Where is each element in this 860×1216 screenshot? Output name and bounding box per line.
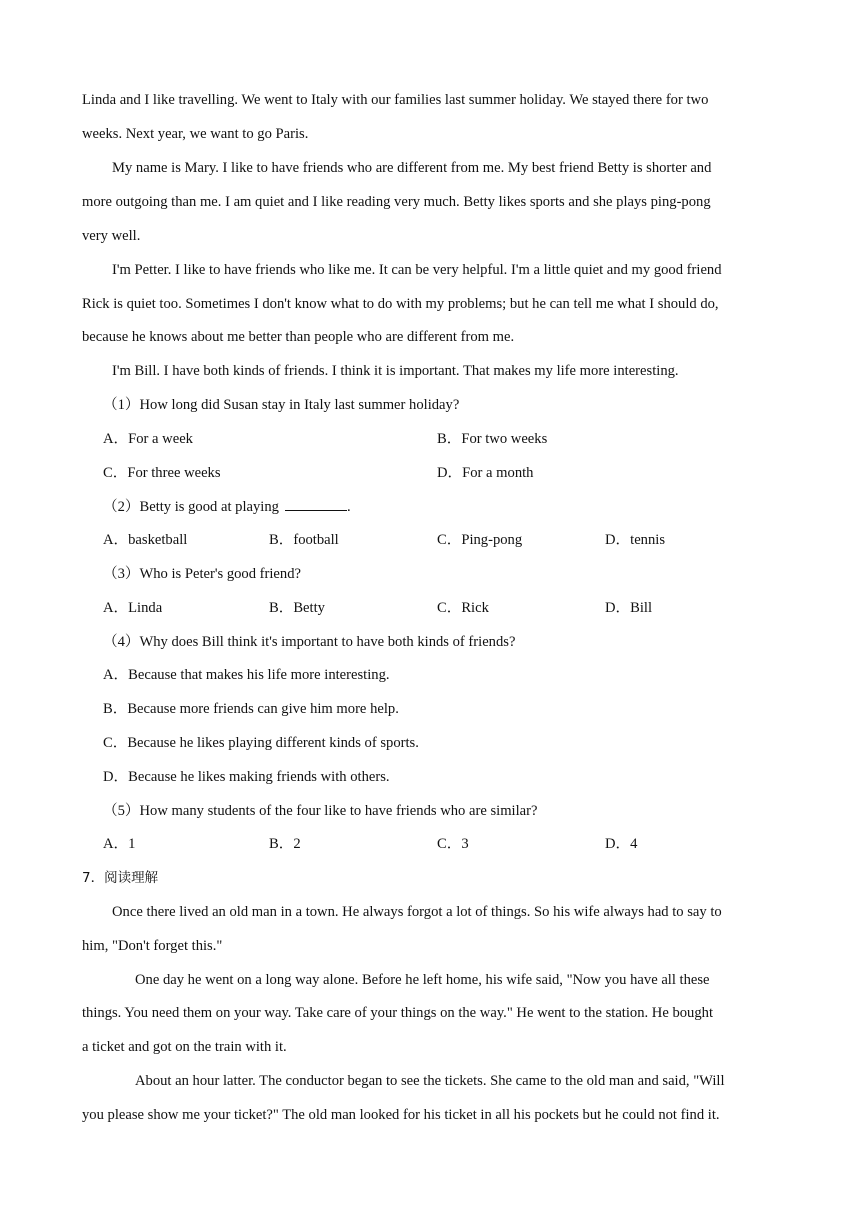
passage-line: I'm Petter. I like to have friends who like me. It can be very helpful. I'm a little quiet and my good friend — [112, 262, 722, 278]
passage-line: One day he went on a long way alone. Before he left home, his wife said, "Now you have all these — [135, 972, 710, 988]
answer-option: C．Ping-pong — [437, 532, 523, 548]
passage-line: more outgoing than me. I am quiet and I like reading very much. Betty likes sports and she plays ping-pong — [82, 194, 711, 210]
passage-line: weeks. Next year, we want to go Paris. — [82, 126, 309, 142]
answer-option: B．2 — [269, 836, 301, 852]
answer-option: A．For a week — [103, 431, 193, 447]
answer-option: A．basketball — [103, 532, 188, 548]
answer-option: D．Because he likes making friends with others. — [103, 769, 390, 785]
answer-option: B．football — [269, 532, 339, 548]
answer-option: D．Bill — [605, 600, 653, 616]
question-prompt: （4）Why does Bill think it's important to have both kinds of friends? — [103, 634, 516, 650]
passage-line: My name is Mary. I like to have friends who are different from me. My best friend Betty is shorter and — [112, 160, 712, 176]
answer-option: A．1 — [103, 836, 136, 852]
answer-option: C．Because he likes playing different kinds of sports. — [103, 735, 419, 751]
question-prompt: （1）How long did Susan stay in Italy last summer holiday? — [103, 397, 460, 413]
passage-line: because he knows about me better than people who are different from me. — [82, 329, 515, 345]
question-prompt — [103, 497, 351, 517]
question-suffix: . — [346, 499, 351, 515]
passage-line: a ticket and got on the train with it. — [82, 1039, 287, 1055]
section-heading: 7．阅读理解 — [82, 870, 159, 886]
answer-option: D．tennis — [605, 532, 665, 548]
answer-option: B．Betty — [269, 600, 325, 616]
answer-option: C．3 — [437, 836, 469, 852]
question-prompt: （3）Who is Peter's good friend? — [103, 566, 301, 582]
answer-blank — [285, 498, 347, 511]
answer-option: C．For three weeks — [103, 465, 221, 481]
question-text: （2）Betty is good at playing — [103, 499, 279, 515]
passage-line: Once there lived an old man in a town. He always forgot a lot of things. So his wife always had to say to — [112, 904, 722, 920]
answer-option: C．Rick — [437, 600, 489, 616]
question-prompt: （5）How many students of the four like to have friends who are similar? — [103, 803, 538, 819]
passage-line: him, "Don't forget this." — [82, 938, 223, 954]
answer-option: B．Because more friends can give him more help. — [103, 701, 399, 717]
passage-line: Rick is quiet too. Sometimes I don't know what to do with my problems; but he can tell me what I should do, — [82, 296, 719, 312]
passage-line: things. You need them on your way. Take care of your things on the way." He went to the station. He bought — [82, 1005, 713, 1021]
answer-option: A．Because that makes his life more interesting. — [103, 667, 390, 683]
passage-line: Linda and I like travelling. We went to Italy with our families last summer holiday. We stayed there for two — [82, 92, 709, 108]
passage-line: About an hour latter. The conductor began to see the tickets. She came to the old man and said, "Will — [135, 1073, 725, 1089]
answer-option: A．Linda — [103, 600, 163, 616]
passage-line: very well. — [82, 228, 141, 244]
passage-line: I'm Bill. I have both kinds of friends. I think it is important. That makes my life more interesting. — [112, 363, 679, 379]
answer-option: D．4 — [605, 836, 638, 852]
answer-option: D．For a month — [437, 465, 534, 481]
answer-option: B．For two weeks — [437, 431, 548, 447]
passage-line: you please show me your ticket?" The old man looked for his ticket in all his pockets but he could not find it. — [82, 1107, 720, 1123]
